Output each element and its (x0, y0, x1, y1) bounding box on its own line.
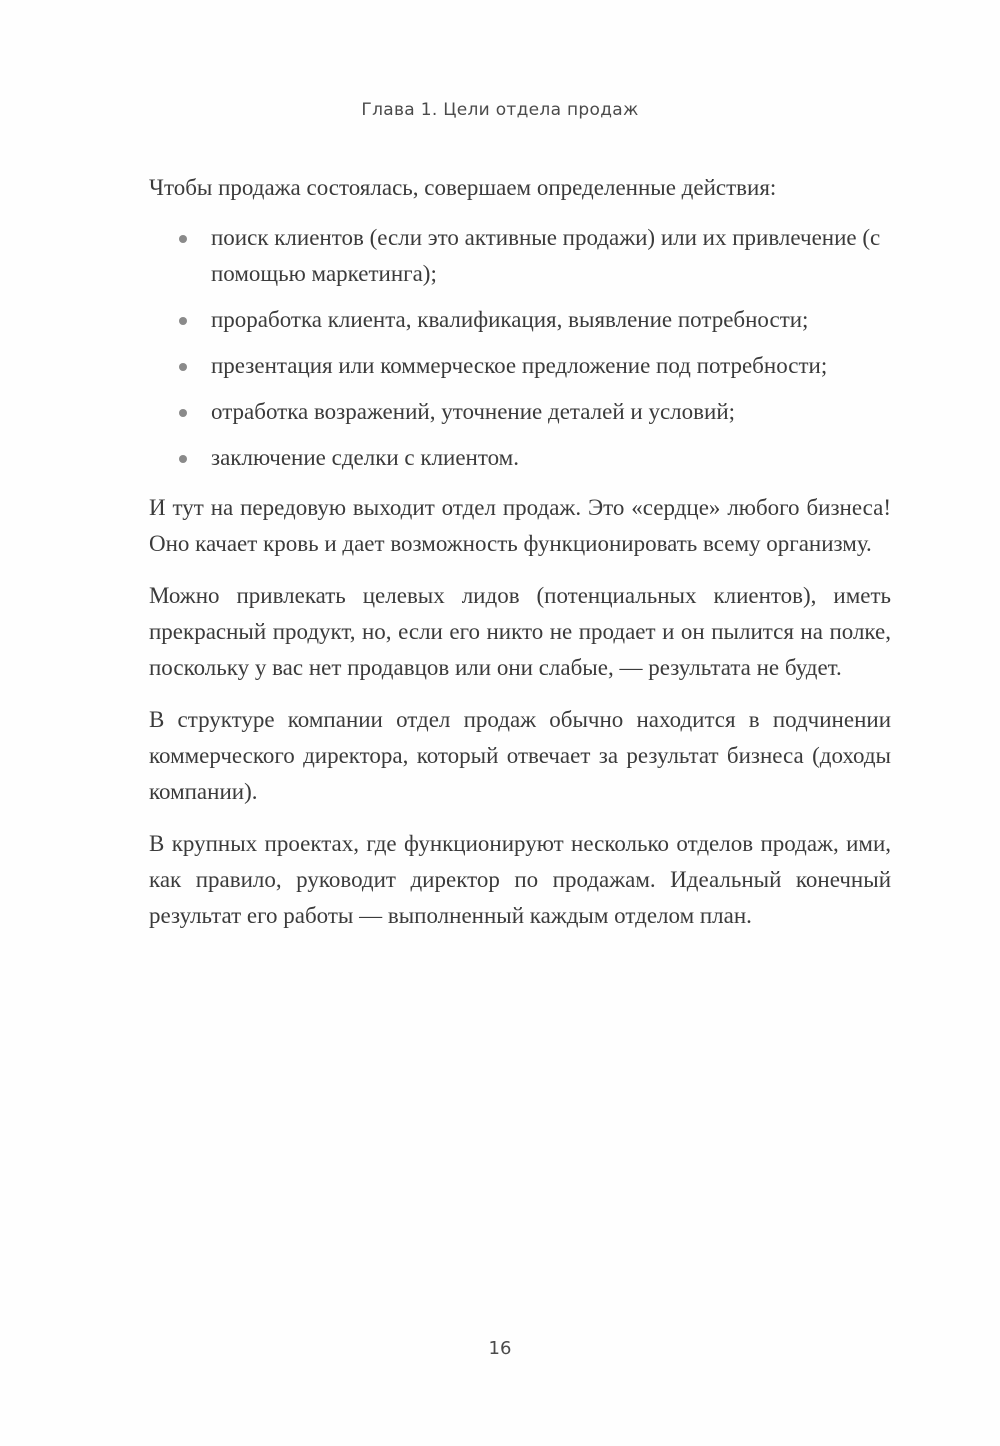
body-paragraph: В структуре компании отдел продаж обычно находится в подчинении коммерческого директора, который отвечает за результат бизнеса (доходы компании). (149, 707, 891, 804)
list-item (149, 220, 891, 292)
chapter-header: Глава 1. Цели отдела продаж (361, 100, 639, 120)
bullet-icon (179, 235, 187, 243)
list-item (149, 348, 891, 384)
list-item-text: отработка возражений, уточнение деталей и условий; (211, 399, 736, 424)
body-paragraph: И тут на передовую выходит отдел продаж. Это «сердце» любого бизнеса! Оно качает кровь и дает возможность функционировать всему организму. (149, 495, 891, 556)
intro-paragraph: Чтобы продажа состоялась, совершаем определенные действия: (149, 175, 777, 200)
bullet-icon (179, 317, 187, 325)
list-item (149, 302, 891, 338)
list-item-text: презентация или коммерческое предложение под потребности; (211, 353, 828, 378)
list-item-text: поиск клиентов (если это активные продажи) или их привлечение (с помощью маркетинга); (211, 225, 881, 286)
bullet-icon (179, 455, 187, 463)
body-paragraph: В крупных проектах, где функционируют несколько отделов продаж, ими, как правило, руководит директор по продажам. Идеальный конечный результат его работы — выполненный каждым отделом план. (149, 831, 891, 928)
list-item-text: заключение сделки с клиентом. (211, 445, 519, 470)
bullet-icon (179, 409, 187, 417)
list-item (149, 440, 891, 476)
bullet-icon (179, 363, 187, 371)
list-item-text: проработка клиента, квалификация, выявление потребности; (211, 307, 809, 332)
page-content (149, 170, 891, 950)
page-number: 16 (488, 1338, 512, 1359)
actions-list (149, 220, 891, 476)
list-item (149, 394, 891, 430)
body-paragraph: Можно привлекать целевых лидов (потенциальных клиентов), иметь прекрасный продукт, но, если его никто не продает и он пылится на полке, поскольку у вас нет продавцов или они слабые, — результата не будет. (149, 583, 891, 680)
